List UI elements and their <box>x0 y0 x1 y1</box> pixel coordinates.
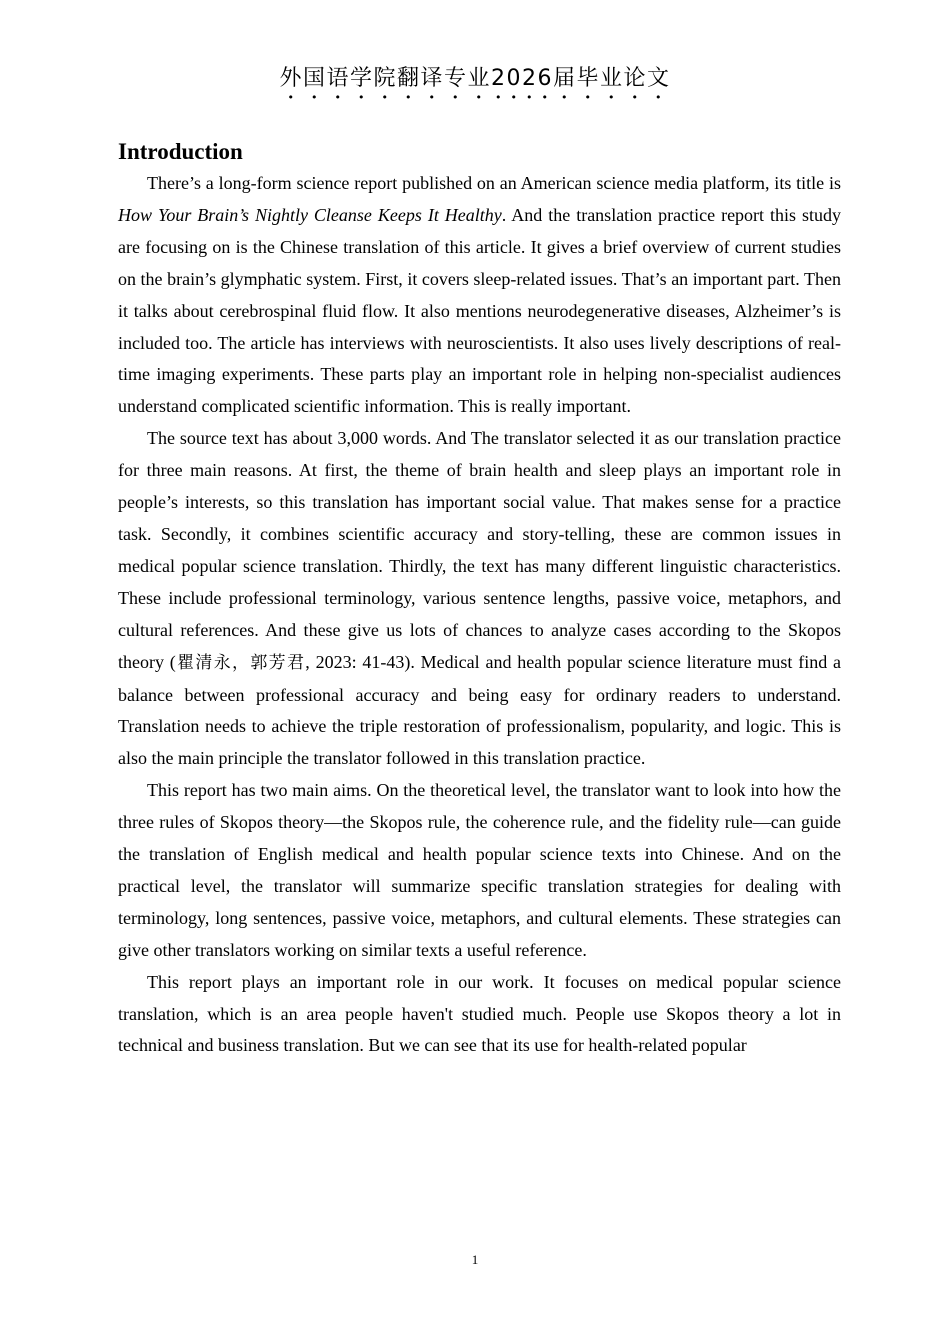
paragraph-2 <box>118 423 841 775</box>
paragraph-2-text-b: , 2023: 41-43). Medical and health popular science literature must find a balance between professional accuracy and being easy for ordinary readers to understand. Translation needs to achieve the triple restoration of professionalism, popularity, and logic. This is also the main principle the translator followed in this translation practice. <box>118 651 841 769</box>
paragraph-3: This report has two main aims. On the theoretical level, the translator want to look into how the three rules of Skopos theory—the Skopos rule, the coherence rule, and the fidelity rule—can guide the translation of English medical and health popular science texts into Chinese. And on the practical level, the translator will summarize specific translation strategies for dealing with terminology, long sentences, passive voice, metaphors, and cultural elements. These strategies can give other translators working on similar texts a useful reference. <box>118 780 841 960</box>
paragraph-1-text-b: . And the translation practice report this study are focusing on is the Chinese translation of this article. It gives a brief overview of current studies on the brain’s glymphatic system. First, it covers sleep-related issues. That’s an important part. Then it talks about cerebrospinal fluid flow. It also mentions neurodegenerative diseases, Alzheimer’s is included too. The article has interviews with neuroscientists. It also uses lively descriptions of real-time imaging experiments. These parts play an important role in helping non-specialist audiences understand complicated scientific information. This is really important. <box>118 204 842 417</box>
citation-authors: 瞿清永，郭芳君 <box>175 652 306 673</box>
article-title: How Your Brain’s Nightly Cleanse Keeps It Healthy <box>118 204 502 225</box>
paragraph-4: This report plays an important role in our work. It focuses on medical popular science translation, which is an area people haven't studied much. People use Skopos theory a lot in technical and business translation. But we can see that its use for health-related popular <box>118 971 841 1056</box>
page-number: 1 <box>471 1252 479 1267</box>
paragraph-1 <box>118 168 841 423</box>
paragraph-1-text-a: There’s a long-form science report published on an American science media platform, its title is <box>147 173 841 193</box>
paragraph-2-text-a: The source text has about 3,000 words. And The translator selected it as our translation practice for three main reasons. At first, the theme of brain health and sleep plays an important role in people’s interests, so this translation has important social value. That makes sense for a practice task. Secondly, it combines scientific accuracy and story-telling, these are common issues in medical popular science translation. Thirdly, the text has many different linguistic characteristics. These include professional terminology, various sentence lengths, passive voice, metaphors, and cultural references. And these give us lots of chances to analyze cases according to the Skopos theory ( <box>118 428 841 672</box>
main-content <box>118 136 841 1062</box>
section-heading: Introduction <box>118 139 243 164</box>
header-title: 外国语学院翻译专业2026届毕业论文 <box>279 66 671 91</box>
page-header <box>0 62 950 104</box>
